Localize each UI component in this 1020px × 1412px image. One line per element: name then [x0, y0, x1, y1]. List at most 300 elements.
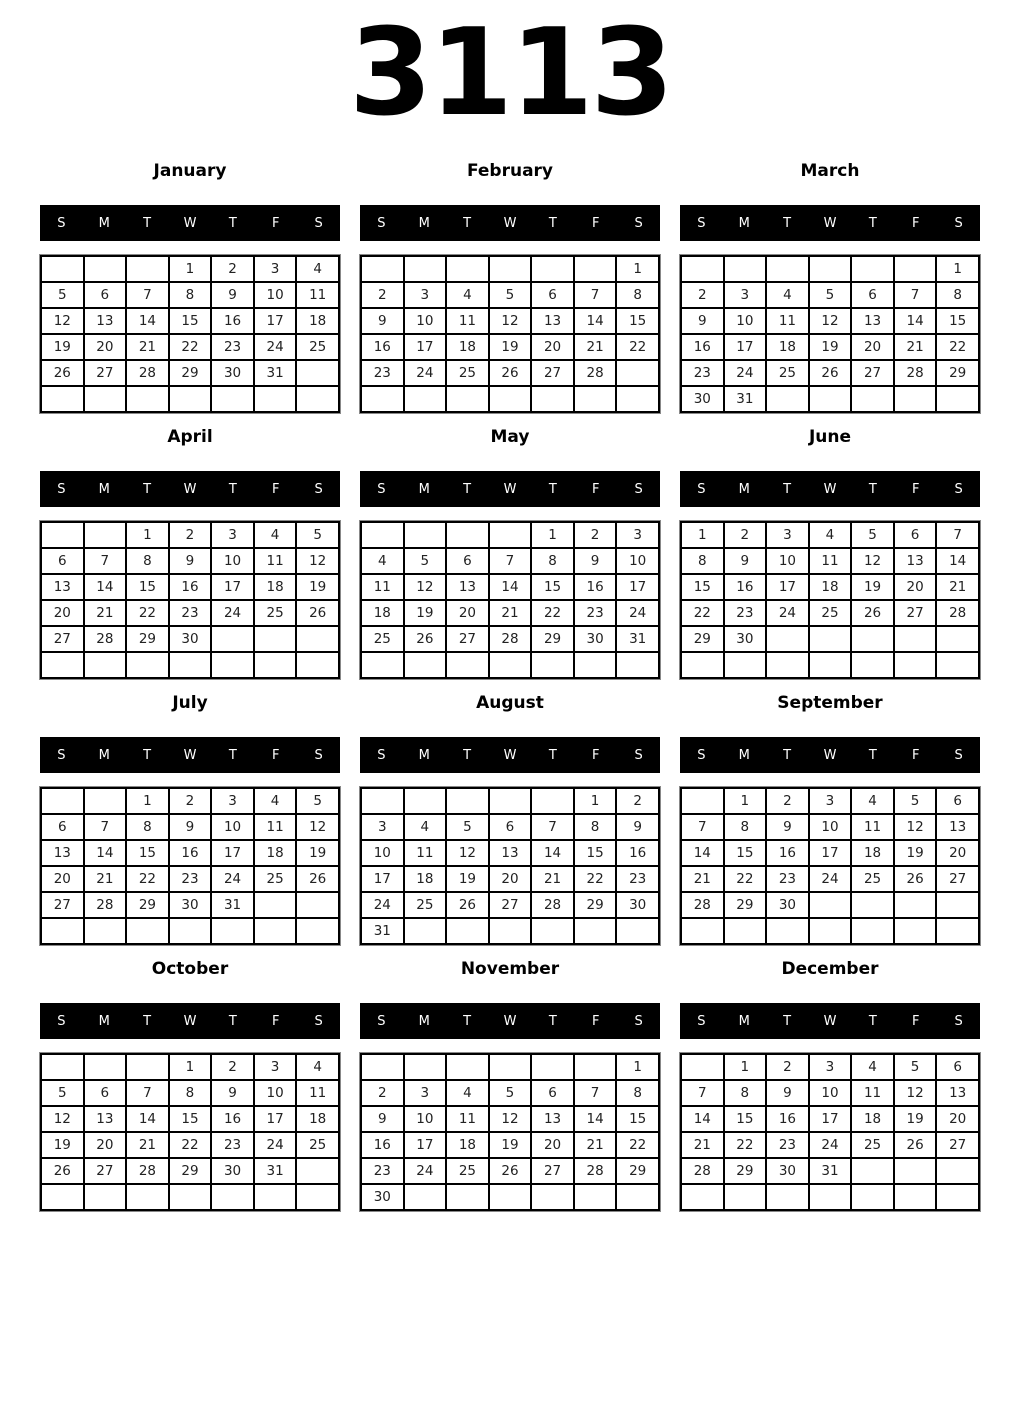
weekday-label: S [314, 215, 323, 231]
day-cell: 3 [254, 1054, 297, 1080]
day-cell: 22 [169, 334, 212, 360]
week-row [41, 814, 339, 840]
day-cell: 15 [724, 1106, 767, 1132]
day-cell: 17 [254, 308, 297, 334]
weekday-label: T [868, 747, 877, 763]
month-title: September [777, 693, 883, 713]
weekday-label: T [228, 747, 237, 763]
day-cell: 10 [254, 1080, 297, 1106]
weekday-label: W [503, 215, 517, 231]
day-cell: 27 [531, 360, 574, 386]
day-cell: 24 [404, 1158, 447, 1184]
day-cell: 7 [84, 814, 127, 840]
weekday-label: M [738, 1013, 750, 1029]
empty-day-cell [41, 788, 84, 814]
weekday-label: T [783, 481, 792, 497]
week-row [41, 1080, 339, 1106]
day-cell: 28 [84, 892, 127, 918]
empty-day-cell [616, 1184, 659, 1210]
day-cell: 12 [296, 814, 339, 840]
day-cell: 20 [84, 1132, 127, 1158]
day-cell: 20 [936, 840, 979, 866]
week-row [41, 600, 339, 626]
month-title: April [167, 427, 213, 447]
month-day-grid [360, 787, 660, 945]
weekday-label: T [868, 481, 877, 497]
empty-day-cell [361, 386, 404, 412]
day-cell: 11 [851, 814, 894, 840]
empty-day-cell [126, 1184, 169, 1210]
day-cell: 24 [211, 600, 254, 626]
empty-day-cell [724, 1184, 767, 1210]
day-cell: 6 [851, 282, 894, 308]
day-cell: 5 [809, 282, 852, 308]
day-cell: 8 [724, 814, 767, 840]
empty-day-cell [531, 1184, 574, 1210]
week-row [361, 892, 659, 918]
weekday-label: S [954, 1013, 963, 1029]
weekday-header-bar [680, 737, 980, 773]
month-february [360, 154, 660, 413]
day-cell: 29 [724, 892, 767, 918]
day-cell: 17 [809, 1106, 852, 1132]
empty-day-cell [126, 918, 169, 944]
day-cell: 27 [936, 1132, 979, 1158]
day-cell: 8 [126, 548, 169, 574]
day-cell: 31 [361, 918, 404, 944]
day-cell: 7 [681, 1080, 724, 1106]
weekday-label: F [911, 215, 920, 231]
day-cell: 5 [894, 788, 937, 814]
weekday-label: M [418, 481, 430, 497]
empty-day-cell [84, 652, 127, 678]
weekday-label: S [377, 481, 386, 497]
weekday-label: M [98, 747, 110, 763]
day-cell: 26 [809, 360, 852, 386]
empty-day-cell [681, 1054, 724, 1080]
day-cell: 22 [724, 1132, 767, 1158]
empty-day-cell [211, 386, 254, 412]
day-cell: 30 [616, 892, 659, 918]
week-row [41, 788, 339, 814]
day-cell: 11 [809, 548, 852, 574]
day-cell: 18 [851, 840, 894, 866]
day-cell: 9 [681, 308, 724, 334]
month-day-grid [40, 521, 340, 679]
empty-day-cell [296, 1184, 339, 1210]
day-cell: 22 [681, 600, 724, 626]
day-cell: 29 [724, 1158, 767, 1184]
day-cell: 17 [211, 574, 254, 600]
day-cell: 7 [894, 282, 937, 308]
day-cell: 17 [616, 574, 659, 600]
weekday-label: S [57, 1013, 66, 1029]
day-cell: 26 [41, 360, 84, 386]
empty-day-cell [936, 652, 979, 678]
day-cell: 20 [936, 1106, 979, 1132]
empty-day-cell [531, 386, 574, 412]
day-cell: 21 [531, 866, 574, 892]
empty-day-cell [681, 1184, 724, 1210]
day-cell: 15 [616, 308, 659, 334]
empty-day-cell [809, 386, 852, 412]
month-november [360, 952, 660, 1211]
day-cell: 20 [531, 334, 574, 360]
day-cell: 21 [681, 1132, 724, 1158]
weekday-label: S [314, 481, 323, 497]
month-title: November [460, 959, 560, 979]
empty-day-cell [296, 892, 339, 918]
weekday-label: W [823, 747, 837, 763]
day-cell: 26 [489, 1158, 532, 1184]
day-cell: 19 [894, 840, 937, 866]
day-cell: 27 [84, 1158, 127, 1184]
week-row [681, 892, 979, 918]
weekday-label: T [868, 215, 877, 231]
day-cell: 1 [724, 1054, 767, 1080]
day-cell: 27 [446, 626, 489, 652]
day-cell: 16 [766, 1106, 809, 1132]
day-cell: 9 [361, 308, 404, 334]
day-cell: 6 [531, 282, 574, 308]
empty-day-cell [254, 626, 297, 652]
day-cell: 13 [446, 574, 489, 600]
day-cell: 23 [169, 600, 212, 626]
day-cell: 12 [894, 1080, 937, 1106]
week-row [681, 1080, 979, 1106]
weekday-label: S [57, 481, 66, 497]
weekday-header-bar [40, 1003, 340, 1039]
month-day-grid [680, 1053, 980, 1211]
weekday-header-bar [360, 471, 660, 507]
year-title: 3113 [349, 3, 671, 143]
empty-day-cell [574, 918, 617, 944]
day-cell: 11 [404, 840, 447, 866]
day-cell: 7 [574, 282, 617, 308]
day-cell: 17 [404, 1132, 447, 1158]
week-row [361, 360, 659, 386]
day-cell: 25 [404, 892, 447, 918]
day-cell: 13 [84, 308, 127, 334]
day-cell: 13 [936, 1080, 979, 1106]
empty-day-cell [681, 256, 724, 282]
day-cell: 14 [936, 548, 979, 574]
day-cell: 2 [211, 1054, 254, 1080]
empty-day-cell [254, 1184, 297, 1210]
day-cell: 15 [169, 308, 212, 334]
day-cell: 25 [851, 1132, 894, 1158]
day-cell: 1 [574, 788, 617, 814]
weekday-label: S [57, 215, 66, 231]
day-cell: 2 [681, 282, 724, 308]
day-cell: 31 [211, 892, 254, 918]
month-day-grid [360, 1053, 660, 1211]
empty-day-cell [404, 918, 447, 944]
week-row [681, 814, 979, 840]
weekday-header-bar [680, 205, 980, 241]
weekday-label: M [418, 747, 430, 763]
day-cell: 13 [851, 308, 894, 334]
day-cell: 1 [681, 522, 724, 548]
day-cell: 12 [296, 548, 339, 574]
day-cell: 5 [894, 1054, 937, 1080]
day-cell: 4 [254, 788, 297, 814]
month-day-grid [40, 1053, 340, 1211]
day-cell: 6 [41, 814, 84, 840]
week-row [681, 386, 979, 412]
day-cell: 28 [681, 1158, 724, 1184]
empty-day-cell [41, 1184, 84, 1210]
empty-day-cell [809, 256, 852, 282]
weekday-label: T [868, 1013, 877, 1029]
day-cell: 4 [296, 1054, 339, 1080]
empty-day-cell [169, 918, 212, 944]
day-cell: 14 [894, 308, 937, 334]
empty-day-cell [766, 256, 809, 282]
month-title: December [781, 959, 879, 979]
day-cell: 19 [296, 574, 339, 600]
month-day-grid [680, 255, 980, 413]
weekday-label: W [503, 1013, 517, 1029]
week-row [41, 892, 339, 918]
empty-day-cell [446, 918, 489, 944]
day-cell: 11 [446, 1106, 489, 1132]
day-cell: 11 [254, 814, 297, 840]
weekday-label: W [503, 747, 517, 763]
day-cell: 4 [851, 788, 894, 814]
empty-day-cell [851, 652, 894, 678]
month-day-grid [680, 787, 980, 945]
day-cell: 28 [126, 360, 169, 386]
weekday-label: T [783, 1013, 792, 1029]
weekday-label: T [548, 481, 557, 497]
day-cell: 16 [724, 574, 767, 600]
day-cell: 24 [211, 866, 254, 892]
empty-day-cell [616, 918, 659, 944]
day-cell: 28 [894, 360, 937, 386]
day-cell: 7 [489, 548, 532, 574]
empty-day-cell [404, 652, 447, 678]
month-day-grid [360, 521, 660, 679]
day-cell: 25 [766, 360, 809, 386]
empty-day-cell [446, 522, 489, 548]
day-cell: 23 [211, 334, 254, 360]
day-cell: 11 [296, 1080, 339, 1106]
day-cell: 26 [851, 600, 894, 626]
day-cell: 8 [616, 1080, 659, 1106]
empty-day-cell [296, 652, 339, 678]
month-april [40, 420, 340, 679]
day-cell: 21 [574, 1132, 617, 1158]
day-cell: 5 [404, 548, 447, 574]
day-cell: 3 [211, 788, 254, 814]
day-cell: 13 [41, 574, 84, 600]
week-row [681, 282, 979, 308]
weekday-header-bar [360, 205, 660, 241]
day-cell: 4 [446, 282, 489, 308]
day-cell: 4 [404, 814, 447, 840]
day-cell: 2 [169, 788, 212, 814]
day-cell: 23 [361, 360, 404, 386]
day-cell: 17 [724, 334, 767, 360]
day-cell: 20 [41, 600, 84, 626]
week-row [41, 840, 339, 866]
weekday-label: F [271, 215, 280, 231]
week-row [361, 866, 659, 892]
week-row [681, 788, 979, 814]
month-july [40, 686, 340, 945]
empty-day-cell [254, 892, 297, 918]
empty-day-cell [296, 626, 339, 652]
empty-day-cell [936, 918, 979, 944]
day-cell: 29 [574, 892, 617, 918]
week-row [361, 1054, 659, 1080]
day-cell: 27 [851, 360, 894, 386]
day-cell: 19 [446, 866, 489, 892]
day-cell: 19 [296, 840, 339, 866]
weekday-label: F [911, 481, 920, 497]
empty-day-cell [254, 918, 297, 944]
day-cell: 7 [936, 522, 979, 548]
week-row [361, 652, 659, 678]
weekday-label: M [418, 215, 430, 231]
weekday-label: W [823, 481, 837, 497]
day-cell: 1 [169, 256, 212, 282]
day-cell: 7 [126, 1080, 169, 1106]
weekday-label: M [738, 747, 750, 763]
day-cell: 30 [361, 1184, 404, 1210]
day-cell: 22 [936, 334, 979, 360]
weekday-header-bar [40, 737, 340, 773]
weekday-label: W [503, 481, 517, 497]
empty-day-cell [766, 652, 809, 678]
empty-day-cell [489, 652, 532, 678]
weekday-label: T [463, 1013, 472, 1029]
day-cell: 22 [616, 1132, 659, 1158]
day-cell: 19 [851, 574, 894, 600]
weekday-label: S [634, 215, 643, 231]
day-cell: 19 [809, 334, 852, 360]
day-cell: 9 [766, 1080, 809, 1106]
week-row [681, 918, 979, 944]
day-cell: 17 [809, 840, 852, 866]
empty-day-cell [126, 256, 169, 282]
day-cell: 7 [681, 814, 724, 840]
week-row [681, 1132, 979, 1158]
day-cell: 12 [446, 840, 489, 866]
day-cell: 23 [574, 600, 617, 626]
weekday-label: T [228, 215, 237, 231]
week-row [681, 652, 979, 678]
weekday-label: T [228, 1013, 237, 1029]
week-row [41, 574, 339, 600]
day-cell: 27 [531, 1158, 574, 1184]
day-cell: 11 [254, 548, 297, 574]
empty-day-cell [404, 386, 447, 412]
day-cell: 23 [169, 866, 212, 892]
day-cell: 28 [936, 600, 979, 626]
day-cell: 16 [211, 308, 254, 334]
day-cell: 29 [616, 1158, 659, 1184]
empty-day-cell [84, 788, 127, 814]
day-cell: 8 [169, 282, 212, 308]
day-cell: 18 [446, 334, 489, 360]
day-cell: 27 [41, 626, 84, 652]
day-cell: 13 [84, 1106, 127, 1132]
day-cell: 5 [489, 282, 532, 308]
weekday-label: M [98, 481, 110, 497]
day-cell: 18 [851, 1106, 894, 1132]
empty-day-cell [211, 626, 254, 652]
empty-day-cell [84, 522, 127, 548]
week-row [681, 522, 979, 548]
day-cell: 3 [404, 282, 447, 308]
day-cell: 30 [766, 1158, 809, 1184]
day-cell: 23 [766, 1132, 809, 1158]
day-cell: 22 [126, 600, 169, 626]
day-cell: 25 [446, 360, 489, 386]
day-cell: 19 [404, 600, 447, 626]
weekday-header-bar [40, 471, 340, 507]
day-cell: 2 [361, 1080, 404, 1106]
day-cell: 21 [84, 866, 127, 892]
day-cell: 1 [531, 522, 574, 548]
day-cell: 9 [211, 282, 254, 308]
day-cell: 26 [894, 1132, 937, 1158]
day-cell: 5 [851, 522, 894, 548]
week-row [361, 840, 659, 866]
day-cell: 10 [211, 814, 254, 840]
day-cell: 12 [489, 308, 532, 334]
day-cell: 12 [41, 308, 84, 334]
empty-day-cell [404, 788, 447, 814]
weekday-label: T [143, 481, 152, 497]
day-cell: 7 [531, 814, 574, 840]
weekday-label: T [783, 747, 792, 763]
weekday-label: S [377, 1013, 386, 1029]
day-cell: 18 [809, 574, 852, 600]
empty-day-cell [574, 256, 617, 282]
day-cell: 30 [169, 626, 212, 652]
month-day-grid [40, 255, 340, 413]
day-cell: 28 [681, 892, 724, 918]
weekday-label: F [271, 481, 280, 497]
day-cell: 9 [574, 548, 617, 574]
empty-day-cell [894, 626, 937, 652]
empty-day-cell [296, 360, 339, 386]
empty-day-cell [446, 256, 489, 282]
month-title: July [172, 693, 208, 713]
day-cell: 22 [531, 600, 574, 626]
empty-day-cell [894, 1184, 937, 1210]
empty-day-cell [531, 1054, 574, 1080]
day-cell: 9 [211, 1080, 254, 1106]
weekday-header-bar [680, 471, 980, 507]
day-cell: 18 [361, 600, 404, 626]
week-row [41, 652, 339, 678]
day-cell: 10 [404, 308, 447, 334]
day-cell: 4 [809, 522, 852, 548]
day-cell: 2 [724, 522, 767, 548]
week-row [361, 256, 659, 282]
empty-day-cell [361, 522, 404, 548]
week-row [361, 1106, 659, 1132]
day-cell: 17 [254, 1106, 297, 1132]
day-cell: 1 [126, 522, 169, 548]
day-cell: 2 [766, 788, 809, 814]
day-cell: 13 [531, 308, 574, 334]
empty-day-cell [446, 652, 489, 678]
